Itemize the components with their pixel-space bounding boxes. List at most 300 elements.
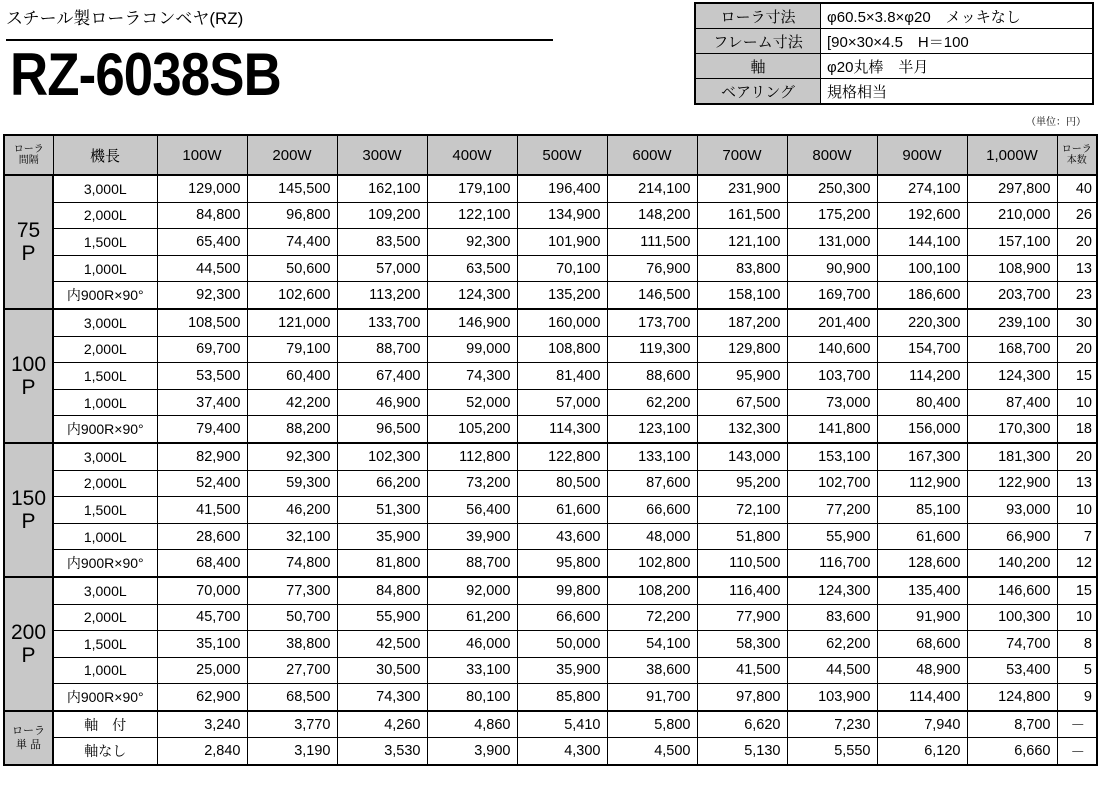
roller-pitch-cell [4, 309, 53, 443]
price-cell: 157,100 [967, 229, 1057, 256]
price-cell: 84,800 [157, 202, 247, 229]
price-cell: 90,900 [787, 255, 877, 282]
length-cell: 1,500L [53, 363, 157, 390]
price-cell: 73,000 [787, 389, 877, 416]
roller-count-cell: 10 [1057, 604, 1097, 631]
length-cell: 内900R×90° [53, 282, 157, 309]
price-cell: 108,500 [157, 309, 247, 336]
price-cell: 67,500 [697, 389, 787, 416]
price-row [4, 389, 1097, 416]
spec-row [695, 3, 1093, 29]
price-cell: 158,100 [697, 282, 787, 309]
price-cell: 77,900 [697, 604, 787, 631]
price-cell: 173,700 [607, 309, 697, 336]
price-cell: 220,300 [877, 309, 967, 336]
price-cell: 76,900 [607, 255, 697, 282]
price-cell: 81,400 [517, 363, 607, 390]
price-cell: 44,500 [787, 657, 877, 684]
roller-count-cell: 13 [1057, 255, 1097, 282]
single-roller-label-line: ローラ [12, 724, 45, 737]
price-cell: 105,200 [427, 416, 517, 443]
price-row [4, 684, 1097, 711]
price-cell: 83,500 [337, 229, 427, 256]
price-row [4, 604, 1097, 631]
price-cell: 108,200 [607, 577, 697, 604]
price-cell: 112,800 [427, 443, 517, 470]
price-cell: 97,800 [697, 684, 787, 711]
price-cell: 144,100 [877, 229, 967, 256]
price-cell: 134,900 [517, 202, 607, 229]
price-cell: 88,600 [607, 363, 697, 390]
price-cell: 121,000 [247, 309, 337, 336]
price-cell: 5,130 [697, 738, 787, 765]
price-cell: 95,800 [517, 550, 607, 577]
price-cell: 201,400 [787, 309, 877, 336]
price-cell: 5,800 [607, 711, 697, 738]
price-cell: 123,100 [607, 416, 697, 443]
price-cell: 79,100 [247, 336, 337, 363]
price-cell: 66,200 [337, 470, 427, 497]
roller-pitch-unit: P [21, 509, 36, 533]
price-cell: 6,620 [697, 711, 787, 738]
price-cell: 124,300 [967, 363, 1057, 390]
price-cell: 46,900 [337, 389, 427, 416]
length-cell: 内900R×90° [53, 416, 157, 443]
price-cell: 61,600 [877, 523, 967, 550]
price-cell: 239,100 [967, 309, 1057, 336]
price-cell: 37,400 [157, 389, 247, 416]
price-row [4, 631, 1097, 658]
spec-key: 軸 [695, 54, 821, 79]
price-cell: 153,100 [787, 443, 877, 470]
roller-pitch-cell [4, 175, 53, 309]
price-cell: 100,100 [877, 255, 967, 282]
price-cell: 167,300 [877, 443, 967, 470]
price-cell: 124,300 [787, 577, 877, 604]
price-cell: 122,100 [427, 202, 517, 229]
price-cell: 4,260 [337, 711, 427, 738]
width-header: 700W [697, 135, 787, 175]
price-cell: 41,500 [697, 657, 787, 684]
price-cell: 99,000 [427, 336, 517, 363]
price-cell: 274,100 [877, 175, 967, 202]
price-cell: 88,700 [337, 336, 427, 363]
price-cell: 84,800 [337, 577, 427, 604]
price-cell: 55,900 [337, 604, 427, 631]
width-header: 600W [607, 135, 697, 175]
price-cell: 38,800 [247, 631, 337, 658]
single-roller-row [4, 738, 1097, 765]
price-cell: 77,300 [247, 577, 337, 604]
price-cell: 48,900 [877, 657, 967, 684]
price-cell: 42,500 [337, 631, 427, 658]
price-cell: 210,000 [967, 202, 1057, 229]
price-cell: 27,700 [247, 657, 337, 684]
length-cell: 3,000L [53, 175, 157, 202]
price-cell: 114,200 [877, 363, 967, 390]
price-cell: 108,900 [967, 255, 1057, 282]
roller-type-cell: 軸 付 [53, 711, 157, 738]
single-roller-label-line: 単 品 [15, 738, 42, 751]
price-cell: 95,900 [697, 363, 787, 390]
unit-note: （単位：円） [1026, 117, 1086, 128]
price-cell: 203,700 [967, 282, 1057, 309]
price-cell: 74,300 [337, 684, 427, 711]
price-row [4, 523, 1097, 550]
price-cell: 121,100 [697, 229, 787, 256]
price-cell: 63,500 [427, 255, 517, 282]
price-cell: 93,000 [967, 497, 1057, 524]
price-cell: 61,600 [517, 497, 607, 524]
price-cell: 99,800 [517, 577, 607, 604]
length-cell: 1,000L [53, 523, 157, 550]
price-cell: 5,550 [787, 738, 877, 765]
price-cell: 135,400 [877, 577, 967, 604]
price-row [4, 577, 1097, 604]
price-cell: 100,300 [967, 604, 1057, 631]
price-row [4, 229, 1097, 256]
price-cell: 181,300 [967, 443, 1057, 470]
price-cell: 8,700 [967, 711, 1057, 738]
price-cell: 53,500 [157, 363, 247, 390]
roller-type-cell: 軸なし [53, 738, 157, 765]
price-cell: 133,100 [607, 443, 697, 470]
roller-pitch-value: 150 [10, 486, 47, 510]
roller-count-cell: 20 [1057, 443, 1097, 470]
price-cell: 50,700 [247, 604, 337, 631]
price-cell: 6,660 [967, 738, 1057, 765]
price-cell: 74,700 [967, 631, 1057, 658]
price-cell: 35,900 [517, 657, 607, 684]
model-number: RZ-6038SB [10, 41, 281, 108]
price-cell: 168,700 [967, 336, 1057, 363]
price-cell: 46,200 [247, 497, 337, 524]
price-cell: 50,000 [517, 631, 607, 658]
price-cell: 54,100 [607, 631, 697, 658]
price-row [4, 363, 1097, 390]
price-cell: 95,200 [697, 470, 787, 497]
price-cell: 91,900 [877, 604, 967, 631]
roller-count-cell: 10 [1057, 497, 1097, 524]
price-cell: 196,400 [517, 175, 607, 202]
roller-count-cell: 30 [1057, 309, 1097, 336]
roller-count-cell: 40 [1057, 175, 1097, 202]
price-cell: 161,500 [697, 202, 787, 229]
length-cell: 1,000L [53, 255, 157, 282]
price-cell: 88,700 [427, 550, 517, 577]
price-cell: 146,600 [967, 577, 1057, 604]
price-cell: 6,120 [877, 738, 967, 765]
roller-count-header [1057, 135, 1097, 175]
price-cell: 122,900 [967, 470, 1057, 497]
length-cell: 1,500L [53, 631, 157, 658]
price-cell: 69,700 [157, 336, 247, 363]
roller-count-cell: 7 [1057, 523, 1097, 550]
price-cell: 72,100 [697, 497, 787, 524]
price-row [4, 443, 1097, 470]
price-cell: 33,100 [427, 657, 517, 684]
price-cell: 102,800 [607, 550, 697, 577]
roller-count-header-line: ローラ [1061, 144, 1092, 155]
roller-pitch-cell [4, 577, 53, 711]
price-cell: 80,100 [427, 684, 517, 711]
spec-key: ベアリング [695, 79, 821, 105]
price-cell: 62,200 [607, 389, 697, 416]
price-cell: 128,600 [877, 550, 967, 577]
price-row [4, 497, 1097, 524]
price-cell: 114,300 [517, 416, 607, 443]
price-cell: 169,700 [787, 282, 877, 309]
price-cell: 129,800 [697, 336, 787, 363]
spec-value: φ60.5×3.8×φ20 メッキなし [821, 3, 1094, 29]
price-cell: 35,100 [157, 631, 247, 658]
width-header: 500W [517, 135, 607, 175]
length-cell: 3,000L [53, 443, 157, 470]
spec-key: ローラ寸法 [695, 3, 821, 29]
price-cell: 45,700 [157, 604, 247, 631]
length-cell: 2,000L [53, 336, 157, 363]
length-cell: 2,000L [53, 604, 157, 631]
price-cell: 73,200 [427, 470, 517, 497]
price-cell: 39,900 [427, 523, 517, 550]
price-cell: 32,100 [247, 523, 337, 550]
price-cell: 28,600 [157, 523, 247, 550]
price-cell: 7,230 [787, 711, 877, 738]
price-cell: 114,400 [877, 684, 967, 711]
length-cell: 1,500L [53, 497, 157, 524]
roller-count-cell: 13 [1057, 470, 1097, 497]
price-cell: 52,400 [157, 470, 247, 497]
price-cell: 140,600 [787, 336, 877, 363]
price-cell: 179,100 [427, 175, 517, 202]
price-cell: 187,200 [697, 309, 787, 336]
price-row [4, 309, 1097, 336]
length-cell: 内900R×90° [53, 684, 157, 711]
price-cell: 103,700 [787, 363, 877, 390]
single-roller-row [4, 711, 1097, 738]
price-cell: 77,200 [787, 497, 877, 524]
roller-pitch-value: 200 [10, 620, 47, 644]
price-cell: 68,600 [877, 631, 967, 658]
width-header: 300W [337, 135, 427, 175]
price-cell: 110,500 [697, 550, 787, 577]
price-cell: 124,300 [427, 282, 517, 309]
price-cell: 48,000 [607, 523, 697, 550]
price-cell: 102,300 [337, 443, 427, 470]
price-cell: 70,000 [157, 577, 247, 604]
spec-table [694, 2, 1094, 105]
price-cell: 102,600 [247, 282, 337, 309]
price-cell: 81,800 [337, 550, 427, 577]
price-cell: 124,800 [967, 684, 1057, 711]
price-cell: 58,300 [697, 631, 787, 658]
price-row [4, 336, 1097, 363]
roller-count-cell: 12 [1057, 550, 1097, 577]
roller-pitch-unit: P [21, 375, 36, 399]
price-cell: 66,600 [607, 497, 697, 524]
spec-value: [90×30×4.5 H＝100 [821, 29, 1094, 54]
price-cell: 41,500 [157, 497, 247, 524]
price-cell: 67,400 [337, 363, 427, 390]
price-cell: 154,700 [877, 336, 967, 363]
price-cell: 85,800 [517, 684, 607, 711]
price-cell: 51,300 [337, 497, 427, 524]
price-cell: 61,200 [427, 604, 517, 631]
price-cell: 30,500 [337, 657, 427, 684]
spec-row [695, 79, 1093, 105]
roller-pitch-value: 100 [10, 352, 47, 376]
price-row [4, 202, 1097, 229]
price-cell: 145,500 [247, 175, 337, 202]
price-cell: 186,600 [877, 282, 967, 309]
price-cell: 66,600 [517, 604, 607, 631]
price-cell: 87,400 [967, 389, 1057, 416]
price-cell: 88,200 [247, 416, 337, 443]
price-cell: 51,800 [697, 523, 787, 550]
price-cell: 5,410 [517, 711, 607, 738]
price-cell: 129,000 [157, 175, 247, 202]
product-subtitle: スチール製ローラコンベヤ(RZ) [6, 9, 244, 28]
length-cell: 1,000L [53, 657, 157, 684]
price-cell: 80,400 [877, 389, 967, 416]
price-cell: 91,700 [607, 684, 697, 711]
roller-pitch-header-line: 間隔 [18, 155, 39, 166]
roller-count-cell: 5 [1057, 657, 1097, 684]
price-cell: 42,200 [247, 389, 337, 416]
price-cell: 25,000 [157, 657, 247, 684]
length-cell: 2,000L [53, 202, 157, 229]
price-row [4, 550, 1097, 577]
price-cell: 4,860 [427, 711, 517, 738]
price-cell: 38,600 [607, 657, 697, 684]
price-cell: 250,300 [787, 175, 877, 202]
price-cell: 109,200 [337, 202, 427, 229]
length-cell: 3,000L [53, 309, 157, 336]
spec-row [695, 54, 1093, 79]
spec-key: フレーム寸法 [695, 29, 821, 54]
roller-count-cell: 15 [1057, 577, 1097, 604]
price-cell: 74,300 [427, 363, 517, 390]
price-cell: 148,200 [607, 202, 697, 229]
price-cell: 62,900 [157, 684, 247, 711]
price-cell: 3,530 [337, 738, 427, 765]
price-cell: 57,000 [337, 255, 427, 282]
price-row [4, 657, 1097, 684]
price-cell: 297,800 [967, 175, 1057, 202]
price-cell: 160,000 [517, 309, 607, 336]
roller-count-cell: 9 [1057, 684, 1097, 711]
price-cell: 70,100 [517, 255, 607, 282]
width-header: 100W [157, 135, 247, 175]
roller-pitch-unit: P [21, 643, 36, 667]
price-cell: 52,000 [427, 389, 517, 416]
price-cell: 60,400 [247, 363, 337, 390]
width-header: 1,000W [967, 135, 1057, 175]
roller-count-cell: 18 [1057, 416, 1097, 443]
price-cell: 135,200 [517, 282, 607, 309]
roller-count-cell: 15 [1057, 363, 1097, 390]
price-cell: 214,100 [607, 175, 697, 202]
price-cell: 3,190 [247, 738, 337, 765]
price-cell: 82,900 [157, 443, 247, 470]
price-cell: 111,500 [607, 229, 697, 256]
price-cell: 101,900 [517, 229, 607, 256]
price-cell: 66,900 [967, 523, 1057, 550]
price-cell: 116,400 [697, 577, 787, 604]
price-cell: 116,700 [787, 550, 877, 577]
price-cell: 79,400 [157, 416, 247, 443]
roller-count-cell: 23 [1057, 282, 1097, 309]
width-header: 200W [247, 135, 337, 175]
spec-row [695, 29, 1093, 54]
price-cell: 59,300 [247, 470, 337, 497]
roller-count-cell: 20 [1057, 229, 1097, 256]
roller-pitch-value: 75 [16, 218, 41, 242]
price-cell: 68,500 [247, 684, 337, 711]
price-cell: 170,300 [967, 416, 1057, 443]
price-cell: 50,600 [247, 255, 337, 282]
roller-pitch-header-line: ローラ [13, 144, 44, 155]
price-cell: 44,500 [157, 255, 247, 282]
price-cell: 74,400 [247, 229, 337, 256]
width-header: 400W [427, 135, 517, 175]
price-cell: 85,100 [877, 497, 967, 524]
price-cell: 92,300 [247, 443, 337, 470]
roller-count-header-line: 本数 [1066, 155, 1087, 166]
price-cell: 119,300 [607, 336, 697, 363]
price-cell: 108,800 [517, 336, 607, 363]
price-cell: 96,800 [247, 202, 337, 229]
price-cell: 162,100 [337, 175, 427, 202]
price-cell: 65,400 [157, 229, 247, 256]
spec-value: φ20丸棒 半月 [821, 54, 1094, 79]
price-cell: 122,800 [517, 443, 607, 470]
price-cell: 57,000 [517, 389, 607, 416]
price-cell: 141,800 [787, 416, 877, 443]
price-table-header-row [4, 135, 1097, 175]
price-cell: 3,240 [157, 711, 247, 738]
price-cell: 192,600 [877, 202, 967, 229]
price-cell: 72,200 [607, 604, 697, 631]
price-cell: 103,900 [787, 684, 877, 711]
price-cell: 146,900 [427, 309, 517, 336]
price-cell: 2,840 [157, 738, 247, 765]
price-cell: 175,200 [787, 202, 877, 229]
price-cell: 62,200 [787, 631, 877, 658]
roller-pitch-header [4, 135, 53, 175]
price-cell: 46,000 [427, 631, 517, 658]
price-row [4, 175, 1097, 202]
price-cell: 113,200 [337, 282, 427, 309]
width-header: 900W [877, 135, 967, 175]
price-cell: 132,300 [697, 416, 787, 443]
price-cell: 83,800 [697, 255, 787, 282]
price-cell: 4,300 [517, 738, 607, 765]
price-cell: 143,000 [697, 443, 787, 470]
price-cell: 146,500 [607, 282, 697, 309]
price-cell: 74,800 [247, 550, 337, 577]
width-header: 800W [787, 135, 877, 175]
single-roller-label [4, 711, 53, 765]
price-cell: 92,000 [427, 577, 517, 604]
roller-pitch-unit: P [21, 241, 36, 265]
price-cell: 87,600 [607, 470, 697, 497]
price-cell: 92,300 [157, 282, 247, 309]
roller-pitch-cell [4, 443, 53, 577]
length-cell: 内900R×90° [53, 550, 157, 577]
price-cell: 131,000 [787, 229, 877, 256]
price-cell: 4,500 [607, 738, 697, 765]
